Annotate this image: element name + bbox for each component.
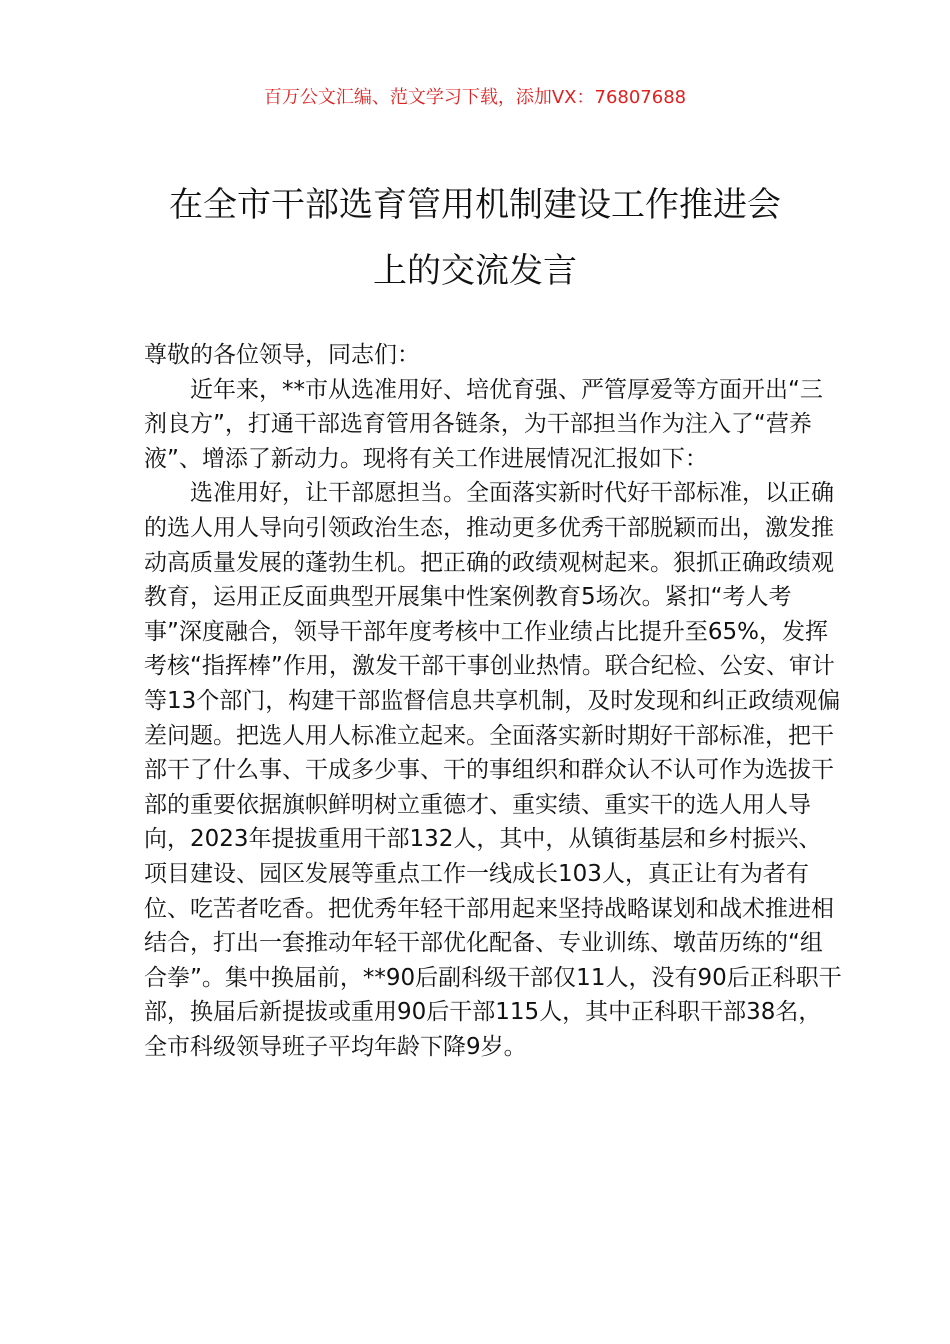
document-title-line-2: 上的交流发言: [373, 251, 577, 291]
document-title-line-1: 在全市干部选育管用机制建设工作推进会: [169, 185, 781, 225]
greeting: 尊敬的各位领导，同志们：: [144, 342, 420, 368]
document-body: [144, 338, 844, 1064]
document-title: [120, 172, 830, 304]
paragraph-selection: 选准用好，让干部愿担当。全面落实新时代好干部标准，以正确的选人用人导向引领政治生态，推动更多优秀干部脱颖而出，激发推动高质量发展的蓬勃生机。把正确的政绩观树起来。狠抓正确政绩观教育，运用正反面典型开展集中性案例教育5场次。紧扣“考人考事”深度融合，领导干部年度考核中工作业绩占比提升至65%，发挥考核“指挥棒”作用，激发干部干事创业热情。联合纪检、公安、审计等13个部门，构建干部监督信息共享机制，及时发现和纠正政绩观偏差问题。把选人用人标准立起来。全面落实新时期好干部标准，把干部干了什么事、干成多少事、干的事组织和群众认不认可作为选拔干部的重要依据旗帜鲜明树立重德才、重实绩、重实干的选人用人导向，2023年提拔重用干部132人，其中，从镇街基层和乡村振兴、项目建设、园区发展等重点工作一线成长103人，真正让有为者有位、吃苦者吃香。把优秀年轻干部用起来坚持战略谋划和战术推进相结合，打出一套推动年轻干部优化配备、专业训练、墩苗历练的“组合拳”。集中换届前，**90后副科级干部仅11人，没有90后正科职干部，换届后新提拔或重用90后干部115人，其中正科职干部38名，全市科级领导班子平均年龄下降9岁。: [144, 480, 842, 1060]
paragraph-intro: 近年来，**市从选准用好、培优育强、严管厚爱等方面开出“三剂良方”，打通干部选育管用各链条，为干部担当作为注入了“营养液”、增添了新动力。现将有关工作进展情况汇报如下：: [144, 376, 823, 472]
header-note: 百万公文汇编、范文学习下载，添加VX：76807688: [263, 87, 687, 108]
